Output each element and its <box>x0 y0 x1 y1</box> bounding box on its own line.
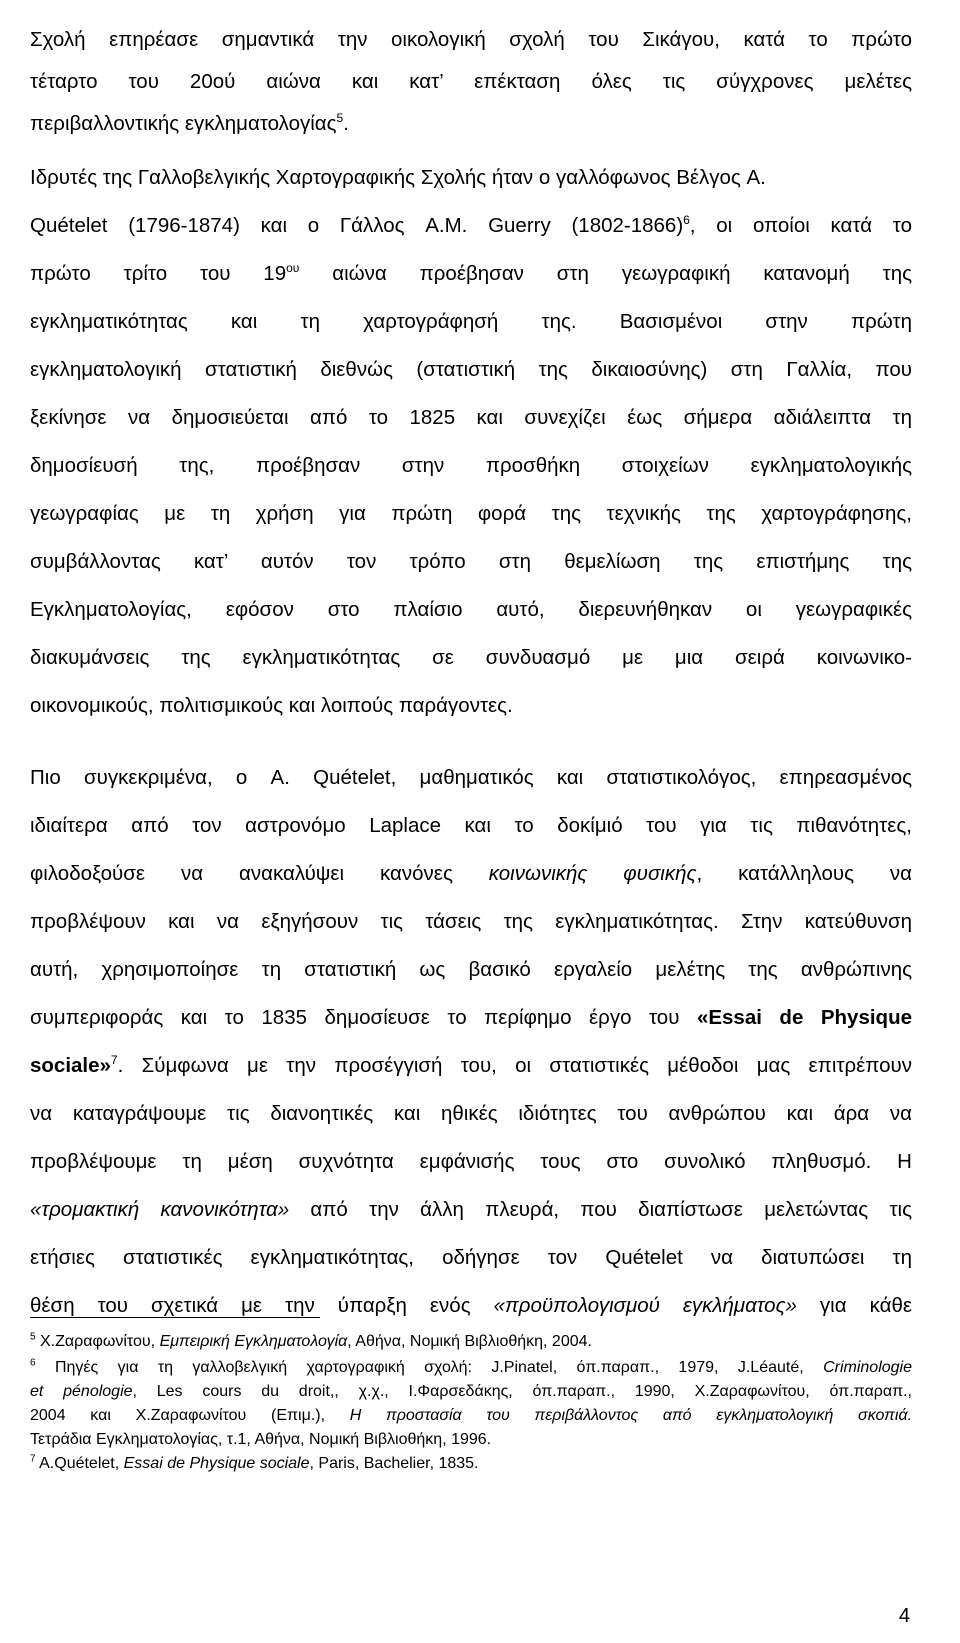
text-line: να καταγράψουμε τις διανοητικές και ηθικές ιδιότητες του ανθρώπου και άρα να <box>30 1102 912 1125</box>
text-line: εγκληματολογική στατιστική διεθνώς (στατιστική της δικαιοσύνης) στη Γαλλία, που <box>30 358 912 381</box>
text-line: περιβαλλοντικής εγκληματολογίας$^5$. <box>30 111 349 135</box>
text-line: αυτή, χρησιμοποίησε τη στατιστική ως βασικό εργαλείο μελέτης της ανθρώπινης <box>30 958 912 981</box>
page-number: 4 <box>898 1605 910 1627</box>
text-line: Πιο συγκεκριμένα, ο A. Quételet, μαθηματικός και στατιστικολόγος, επηρεασμένος <box>30 766 912 789</box>
text-line: προβλέψουμε τη μέση συχνότητα εμφάνισής τους στο συνολικό πληθυσμό. Η <box>30 1150 912 1173</box>
text-line: οικονομικούς, πολιτισμικούς και λοιπούς παράγοντες. <box>30 694 513 717</box>
text-line: πρώτο τρίτο του $19^{o\upsilon}$ αιώνα προέβησαν στη γεωγραφική κατανομή της <box>30 261 912 285</box>
footnote-6-line: Τετράδια Εγκληματολογίας, τ.1, Αθήνα, Νομική Βιβλιοθήκη, 1996. <box>30 1431 492 1448</box>
text-line: «τρομακτική κανονικότητα» από την άλλη πλευρά, που διαπίστωσε μελετώντας τις <box>30 1198 912 1221</box>
footnote-6-line: et pénologie, Les cours du droit,, χ.χ., Ι.Φαρσεδάκης, όπ.παραπ., 1990, Χ.Ζαραφωνίτου, όπ.παραπ., <box>30 1383 913 1400</box>
text-line: Εγκληματολογίας, εφόσον στο πλαίσιο αυτό, διερευνήθηκαν οι γεωγραφικές <box>30 598 912 621</box>
text-line: συμβάλλοντας κατ’ αυτόν τον τρόπο στη θεμελίωση της επιστήμης της <box>30 550 912 573</box>
text-line: ετήσιες στατιστικές εγκληματικότητας, οδήγησε τον Quételet να διατυπώσει τη <box>30 1246 912 1269</box>
text-line: θέση του σχετικά με την ύπαρξη ενός «προϋπολογισμού εγκλήματος» για κάθε <box>30 1294 912 1317</box>
footnote-ref[interactable]: 6 <box>683 213 690 228</box>
text-line: φιλοδοξούσε να ανακαλύψει κανόνες κοινωνικής φυσικής, κατάλληλους να <box>30 862 912 885</box>
text-line: εγκληματικότητας και τη χαρτογράφησή της. Βασισμένοι στην πρώτη <box>30 310 912 333</box>
text-line: ιδιαίτερα από τον αστρονόμο Laplace και το δοκίμιό του για τις πιθανότητες, <box>30 814 912 837</box>
text-line: sociale»$^7$. Σύμφωνα με την προσέγγισή του, οι στατιστικές μέθοδοι μας επιτρέπουν <box>30 1053 912 1077</box>
text-line: Ιδρυτές της Γαλλοβελγικής Χαρτογραφικής Σχολής ήταν ο γαλλόφωνος Βέλγος A. <box>30 166 766 189</box>
footnote-6: $^6$ Πηγές για τη γαλλοβελγική χαρτογραφική σχολή: J.Pinatel, όπ.παραπ., 1979, J.Léauté, Criminologie <box>30 1357 912 1376</box>
text-line: Σχολή επηρέασε σημαντικά την οικολογική σχολή του Σικάγου, κατά το πρώτο <box>30 28 912 51</box>
footnote-6-line: 2004 και Χ.Ζαραφωνίτου (Επιμ.), Η προστασία του περιβάλλοντος από εγκληματολογική σκοπιά. <box>30 1407 913 1424</box>
text-line: δημοσίευσή της, προέβησαν στην προσθήκη στοιχείων εγκληματολογικής <box>30 454 912 477</box>
footnote-5: $^5$ Χ.Ζαραφωνίτου, Εμπειρική Εγκληματολογία, Αθήνα, Νομική Βιβλιοθήκη, 2004. <box>30 1331 592 1350</box>
text-line: Quételet (1796-1874) και ο Γάλλος A.M. Guerry (1802-1866)$^6$, οι οποίοι κατά το <box>30 213 912 237</box>
footnote-7: $^7$ A.Quételet, Essai de Physique sociale, Paris, Bachelier, 1835. <box>30 1453 479 1472</box>
text-line: γεωγραφίας με τη χρήση για πρώτη φορά της τεχνικής της χαρτογράφησης, <box>30 502 912 525</box>
footnote-separator <box>30 1317 320 1318</box>
text-line: συμπεριφοράς και το 1835 δημοσίευσε το περίφημο έργο του «Essai de Physique <box>30 1006 912 1029</box>
text-line: ξεκίνησε να δημοσιεύεται από το 1825 και συνεχίζει έως σήμερα αδιάλειπτα τη <box>30 406 912 429</box>
footnote-ref[interactable]: 5 <box>336 111 344 126</box>
text-line: τέταρτο του 20ού αιώνα και κατ’ επέκταση όλες τις σύγχρονες μελέτες <box>30 70 912 93</box>
text-line: προβλέψουν και να εξηγήσουν τις τάσεις της εγκληματικότητας. Στην κατεύθυνση <box>30 910 912 933</box>
text-line: διακυμάνσεις της εγκληματικότητας σε συνδυασμό με μια σειρά κοινωνικο- <box>30 646 912 669</box>
footnote-ref[interactable]: 7 <box>110 1053 118 1068</box>
